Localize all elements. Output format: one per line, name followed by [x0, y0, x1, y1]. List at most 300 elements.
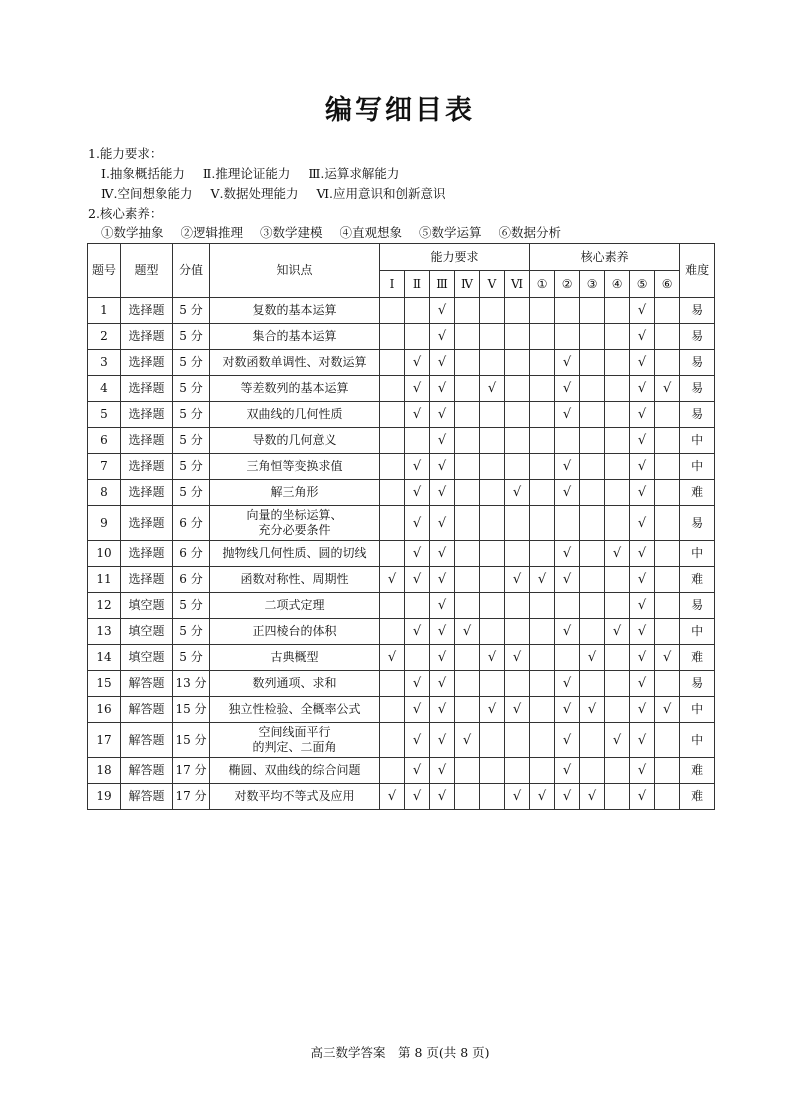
- cell-difficulty: 难: [680, 758, 715, 784]
- knowledge-line: 对数平均不等式及应用: [234, 789, 355, 803]
- literacy-cell-empty: [605, 758, 630, 784]
- literacy-cell-empty: [580, 428, 605, 454]
- ability-cell-empty: [480, 541, 505, 567]
- ability-check-mark: √: [430, 697, 455, 723]
- ability-cell-empty: [380, 541, 405, 567]
- literacy-item: ①数学抽象: [101, 225, 164, 240]
- cell-score: 5 分: [173, 350, 210, 376]
- ability-cell-empty: [380, 619, 405, 645]
- ability-cell-empty: [505, 593, 530, 619]
- cell-score: 6 分: [173, 541, 210, 567]
- cell-score: 17 分: [173, 758, 210, 784]
- literacy-cell-empty: [580, 324, 605, 350]
- cell-difficulty: 易: [680, 376, 715, 402]
- ability-item: Ⅵ.应用意识和创新意识: [316, 186, 446, 201]
- ability-check-mark: √: [405, 723, 430, 758]
- literacy-cell-empty: [605, 454, 630, 480]
- ability-item: Ⅲ.运算求解能力: [308, 166, 400, 181]
- literacy-cell-empty: [530, 723, 555, 758]
- ability-item: Ⅳ.空间想象能力: [101, 186, 193, 201]
- literacy-cell-empty: [655, 428, 680, 454]
- ability-cell-empty: [380, 454, 405, 480]
- ability-check-mark: √: [430, 454, 455, 480]
- cell-score: 5 分: [173, 645, 210, 671]
- literacy-cell-empty: [655, 324, 680, 350]
- ability-item: Ⅰ.抽象概括能力: [101, 166, 185, 181]
- ability-cell-empty: [480, 350, 505, 376]
- literacy-cell-empty: [555, 645, 580, 671]
- ability-check-mark: √: [505, 645, 530, 671]
- ability-cell-empty: [405, 324, 430, 350]
- ability-check-mark: √: [405, 758, 430, 784]
- cell-number: 11: [88, 567, 121, 593]
- ability-cell-empty: [380, 376, 405, 402]
- literacy-cell-empty: [580, 758, 605, 784]
- header-literacy-5: ⑤: [630, 271, 655, 298]
- ability-check-mark: √: [430, 567, 455, 593]
- cell-knowledge: [210, 402, 380, 428]
- literacy-cell-empty: [555, 506, 580, 541]
- literacy-cell-empty: [555, 428, 580, 454]
- literacy-cell-empty: [655, 480, 680, 506]
- ability-check-mark: √: [430, 723, 455, 758]
- literacy-cell-empty: [580, 567, 605, 593]
- ability-check-mark: √: [405, 480, 430, 506]
- ability-list-line2: [101, 184, 460, 202]
- cell-type: 填空题: [121, 593, 173, 619]
- ability-cell-empty: [505, 506, 530, 541]
- cell-knowledge: [210, 671, 380, 697]
- cell-number: 5: [88, 402, 121, 428]
- literacy-cell-empty: [605, 506, 630, 541]
- literacy-check-mark: √: [630, 324, 655, 350]
- knowledge-line: 古典概型: [270, 650, 319, 664]
- page-footer: 高三数学答案 第 8 页(共 8 页): [310, 1045, 490, 1060]
- literacy-cell-empty: [655, 298, 680, 324]
- ability-check-mark: √: [430, 645, 455, 671]
- ability-cell-empty: [480, 619, 505, 645]
- ability-cell-empty: [405, 428, 430, 454]
- ability-check-mark: √: [430, 376, 455, 402]
- cell-difficulty: 难: [680, 567, 715, 593]
- ability-cell-empty: [480, 454, 505, 480]
- header-ability-1: Ⅰ: [380, 271, 405, 298]
- cell-score: 5 分: [173, 454, 210, 480]
- cell-number: 10: [88, 541, 121, 567]
- ability-cell-empty: [380, 480, 405, 506]
- ability-check-mark: √: [430, 428, 455, 454]
- literacy-cell-empty: [605, 593, 630, 619]
- literacy-check-mark: √: [630, 402, 655, 428]
- cell-type: 解答题: [121, 697, 173, 723]
- literacy-cell-empty: [580, 454, 605, 480]
- cell-score: 5 分: [173, 593, 210, 619]
- knowledge-line: 数列通项、求和: [252, 676, 337, 690]
- cell-knowledge: [210, 454, 380, 480]
- ability-cell-empty: [505, 350, 530, 376]
- literacy-check-mark: √: [655, 645, 680, 671]
- header-score: 分值: [173, 244, 210, 298]
- ability-cell-empty: [480, 671, 505, 697]
- literacy-cell-empty: [655, 454, 680, 480]
- literacy-cell-empty: [655, 506, 680, 541]
- ability-check-mark: √: [505, 697, 530, 723]
- cell-score: 5 分: [173, 324, 210, 350]
- cell-type: 选择题: [121, 541, 173, 567]
- ability-cell-empty: [505, 619, 530, 645]
- ability-cell-empty: [455, 758, 480, 784]
- cell-knowledge: [210, 697, 380, 723]
- cell-knowledge: [210, 758, 380, 784]
- cell-knowledge: [210, 506, 380, 541]
- cell-type: 选择题: [121, 324, 173, 350]
- literacy-check-mark: √: [630, 541, 655, 567]
- ability-cell-empty: [405, 298, 430, 324]
- knowledge-line: 向量的坐标运算、: [246, 508, 343, 522]
- cell-knowledge: [210, 298, 380, 324]
- header-literacy-6: ⑥: [655, 271, 680, 298]
- literacy-heading: 2.核心素养：: [88, 206, 163, 221]
- cell-knowledge: [210, 784, 380, 810]
- ability-check-mark: √: [380, 784, 405, 810]
- literacy-cell-empty: [580, 480, 605, 506]
- cell-difficulty: 易: [680, 350, 715, 376]
- knowledge-line: 正四棱台的体积: [252, 624, 337, 638]
- ability-cell-empty: [505, 723, 530, 758]
- ability-heading: 1.能力要求：: [88, 146, 163, 161]
- header-ability-2: Ⅱ: [405, 271, 430, 298]
- literacy-cell-empty: [530, 324, 555, 350]
- ability-check-mark: √: [455, 619, 480, 645]
- literacy-cell-empty: [605, 428, 630, 454]
- cell-number: 13: [88, 619, 121, 645]
- ability-cell-empty: [405, 645, 430, 671]
- knowledge-line: 三角恒等变换求值: [246, 459, 343, 473]
- table-row: [88, 697, 715, 723]
- table-row: [88, 480, 715, 506]
- cell-number: 14: [88, 645, 121, 671]
- literacy-check-mark: √: [630, 758, 655, 784]
- ability-cell-empty: [380, 324, 405, 350]
- literacy-check-mark: √: [555, 671, 580, 697]
- literacy-check-mark: √: [555, 480, 580, 506]
- ability-cell-empty: [455, 784, 480, 810]
- ability-check-mark: √: [405, 784, 430, 810]
- literacy-check-mark: √: [555, 784, 580, 810]
- table-row: [88, 723, 715, 758]
- ability-cell-empty: [455, 506, 480, 541]
- knowledge-line: 导数的几何意义: [252, 433, 337, 447]
- literacy-cell-empty: [580, 723, 605, 758]
- literacy-cell-empty: [655, 541, 680, 567]
- ability-cell-empty: [480, 506, 505, 541]
- ability-cell-empty: [380, 506, 405, 541]
- cell-number: 3: [88, 350, 121, 376]
- cell-number: 19: [88, 784, 121, 810]
- knowledge-line: 的判定、二面角: [252, 740, 337, 754]
- cell-type: 填空题: [121, 645, 173, 671]
- cell-score: 5 分: [173, 619, 210, 645]
- literacy-check-mark: √: [655, 697, 680, 723]
- ability-cell-empty: [480, 402, 505, 428]
- cell-difficulty: 易: [680, 324, 715, 350]
- literacy-check-mark: √: [605, 619, 630, 645]
- ability-cell-empty: [480, 593, 505, 619]
- literacy-check-mark: √: [630, 593, 655, 619]
- cell-type: 选择题: [121, 376, 173, 402]
- cell-knowledge: [210, 376, 380, 402]
- literacy-check-mark: √: [655, 376, 680, 402]
- knowledge-line: 等差数列的基本运算: [240, 381, 349, 395]
- ability-check-mark: √: [430, 758, 455, 784]
- header-ability-5: Ⅴ: [480, 271, 505, 298]
- cell-type: 选择题: [121, 567, 173, 593]
- literacy-cell-empty: [580, 376, 605, 402]
- ability-check-mark: √: [405, 506, 430, 541]
- ability-check-mark: √: [430, 619, 455, 645]
- literacy-check-mark: √: [555, 758, 580, 784]
- literacy-check-mark: √: [580, 697, 605, 723]
- literacy-cell-empty: [580, 541, 605, 567]
- cell-difficulty: 中: [680, 541, 715, 567]
- knowledge-line: 二项式定理: [264, 598, 325, 612]
- literacy-cell-empty: [530, 671, 555, 697]
- knowledge-line: 解三角形: [270, 485, 319, 499]
- cell-type: 选择题: [121, 506, 173, 541]
- cell-number: 12: [88, 593, 121, 619]
- cell-difficulty: 难: [680, 784, 715, 810]
- ability-cell-empty: [455, 541, 480, 567]
- cell-knowledge: [210, 723, 380, 758]
- literacy-cell-empty: [555, 298, 580, 324]
- ability-cell-empty: [455, 298, 480, 324]
- literacy-cell-empty: [655, 784, 680, 810]
- ability-check-mark: √: [430, 324, 455, 350]
- literacy-cell-empty: [530, 376, 555, 402]
- ability-cell-empty: [455, 645, 480, 671]
- ability-cell-empty: [480, 428, 505, 454]
- literacy-check-mark: √: [630, 480, 655, 506]
- literacy-cell-empty: [530, 758, 555, 784]
- knowledge-line: 对数函数单调性、对数运算: [222, 355, 367, 369]
- cell-number: 4: [88, 376, 121, 402]
- table-row: [88, 350, 715, 376]
- cell-score: 17 分: [173, 784, 210, 810]
- literacy-check-mark: √: [630, 454, 655, 480]
- cell-difficulty: 难: [680, 480, 715, 506]
- table-row: [88, 454, 715, 480]
- cell-type: 选择题: [121, 350, 173, 376]
- table-row: [88, 541, 715, 567]
- ability-check-mark: √: [405, 350, 430, 376]
- literacy-cell-empty: [655, 758, 680, 784]
- ability-cell-empty: [380, 593, 405, 619]
- table-row: [88, 758, 715, 784]
- literacy-check-mark: √: [555, 350, 580, 376]
- ability-check-mark: √: [455, 723, 480, 758]
- header-number: 题号: [88, 244, 121, 298]
- literacy-check-mark: √: [630, 428, 655, 454]
- table-body: [88, 298, 715, 810]
- cell-score: 5 分: [173, 298, 210, 324]
- literacy-cell-empty: [605, 350, 630, 376]
- ability-cell-empty: [455, 567, 480, 593]
- ability-cell-empty: [380, 402, 405, 428]
- header-literacy-2: ②: [555, 271, 580, 298]
- literacy-cell-empty: [580, 298, 605, 324]
- literacy-cell-empty: [605, 376, 630, 402]
- cell-difficulty: 易: [680, 298, 715, 324]
- literacy-item: ⑥数据分析: [498, 225, 562, 240]
- cell-difficulty: 中: [680, 723, 715, 758]
- cell-score: 6 分: [173, 567, 210, 593]
- header-difficulty: 难度: [680, 244, 715, 298]
- literacy-cell-empty: [530, 350, 555, 376]
- cell-score: 15 分: [173, 723, 210, 758]
- ability-cell-empty: [480, 758, 505, 784]
- literacy-check-mark: √: [630, 567, 655, 593]
- cell-score: 15 分: [173, 697, 210, 723]
- cell-number: 8: [88, 480, 121, 506]
- literacy-cell-empty: [655, 671, 680, 697]
- literacy-cell-empty: [605, 671, 630, 697]
- table-header: [88, 244, 715, 298]
- table-row: [88, 671, 715, 697]
- literacy-cell-empty: [530, 298, 555, 324]
- cell-score: 5 分: [173, 376, 210, 402]
- ability-check-mark: √: [430, 402, 455, 428]
- cell-difficulty: 易: [680, 506, 715, 541]
- ability-cell-empty: [380, 298, 405, 324]
- ability-check-mark: √: [405, 454, 430, 480]
- ability-check-mark: √: [405, 376, 430, 402]
- cell-type: 解答题: [121, 758, 173, 784]
- ability-cell-empty: [455, 697, 480, 723]
- ability-check-mark: √: [405, 671, 430, 697]
- table-row: [88, 428, 715, 454]
- cell-type: 选择题: [121, 298, 173, 324]
- table-row: [88, 784, 715, 810]
- cell-type: 填空题: [121, 619, 173, 645]
- knowledge-line: 复数的基本运算: [252, 303, 337, 317]
- ability-check-mark: √: [380, 567, 405, 593]
- cell-knowledge: [210, 593, 380, 619]
- literacy-check-mark: √: [555, 723, 580, 758]
- table-row: [88, 593, 715, 619]
- literacy-check-mark: √: [630, 619, 655, 645]
- ability-cell-empty: [505, 454, 530, 480]
- cell-knowledge: [210, 350, 380, 376]
- ability-cell-empty: [480, 298, 505, 324]
- ability-cell-empty: [505, 758, 530, 784]
- literacy-cell-empty: [530, 454, 555, 480]
- knowledge-line: 双曲线的几何性质: [246, 407, 343, 421]
- literacy-item: ②逻辑推理: [180, 225, 244, 240]
- literacy-cell-empty: [530, 541, 555, 567]
- ability-cell-empty: [480, 324, 505, 350]
- literacy-cell-empty: [605, 324, 630, 350]
- cell-knowledge: [210, 567, 380, 593]
- ability-cell-empty: [455, 454, 480, 480]
- ability-check-mark: √: [380, 645, 405, 671]
- cell-type: 解答题: [121, 723, 173, 758]
- cell-score: 5 分: [173, 402, 210, 428]
- literacy-cell-empty: [605, 298, 630, 324]
- header-literacy-3: ③: [580, 271, 605, 298]
- literacy-check-mark: √: [530, 567, 555, 593]
- ability-cell-empty: [380, 671, 405, 697]
- table-row: [88, 402, 715, 428]
- literacy-check-mark: √: [630, 671, 655, 697]
- ability-cell-empty: [480, 480, 505, 506]
- literacy-cell-empty: [580, 671, 605, 697]
- ability-cell-empty: [505, 376, 530, 402]
- cell-number: 9: [88, 506, 121, 541]
- literacy-cell-empty: [655, 402, 680, 428]
- header-literacy-1: ①: [530, 271, 555, 298]
- literacy-cell-empty: [530, 619, 555, 645]
- literacy-check-mark: √: [555, 541, 580, 567]
- literacy-check-mark: √: [630, 645, 655, 671]
- cell-number: 2: [88, 324, 121, 350]
- literacy-check-mark: √: [555, 376, 580, 402]
- cell-type: 解答题: [121, 671, 173, 697]
- header-knowledge: 知识点: [210, 244, 380, 298]
- page-title: 编写细目表: [325, 95, 475, 126]
- cell-type: 选择题: [121, 428, 173, 454]
- ability-cell-empty: [455, 376, 480, 402]
- cell-difficulty: 中: [680, 619, 715, 645]
- ability-cell-empty: [505, 671, 530, 697]
- ability-check-mark: √: [430, 350, 455, 376]
- ability-cell-empty: [455, 428, 480, 454]
- ability-cell-empty: [455, 593, 480, 619]
- literacy-cell-empty: [530, 402, 555, 428]
- literacy-check-mark: √: [630, 723, 655, 758]
- literacy-cell-empty: [555, 593, 580, 619]
- literacy-check-mark: √: [555, 454, 580, 480]
- ability-check-mark: √: [430, 541, 455, 567]
- literacy-check-mark: √: [605, 723, 630, 758]
- header-ability-3: Ⅲ: [430, 271, 455, 298]
- literacy-cell-empty: [605, 402, 630, 428]
- literacy-cell-empty: [655, 350, 680, 376]
- literacy-item: ④直观想象: [339, 225, 403, 240]
- knowledge-line: 独立性检验、全概率公式: [228, 702, 361, 716]
- knowledge-line: 函数对称性、周期性: [240, 572, 349, 586]
- ability-list-line1: [101, 164, 413, 182]
- ability-check-mark: √: [505, 784, 530, 810]
- literacy-cell-empty: [580, 619, 605, 645]
- cell-difficulty: 中: [680, 454, 715, 480]
- cell-number: 1: [88, 298, 121, 324]
- cell-type: 选择题: [121, 402, 173, 428]
- cell-knowledge: [210, 541, 380, 567]
- literacy-cell-empty: [605, 645, 630, 671]
- ability-check-mark: √: [405, 567, 430, 593]
- ability-item: Ⅱ.推理论证能力: [202, 166, 291, 181]
- literacy-check-mark: √: [630, 784, 655, 810]
- literacy-check-mark: √: [555, 619, 580, 645]
- literacy-cell-empty: [580, 593, 605, 619]
- ability-cell-empty: [480, 567, 505, 593]
- literacy-cell-empty: [530, 428, 555, 454]
- literacy-item: ③数学建模: [260, 225, 323, 240]
- ability-check-mark: √: [430, 480, 455, 506]
- cell-score: 5 分: [173, 428, 210, 454]
- ability-cell-empty: [380, 723, 405, 758]
- knowledge-line: 抛物线几何性质、圆的切线: [222, 546, 367, 560]
